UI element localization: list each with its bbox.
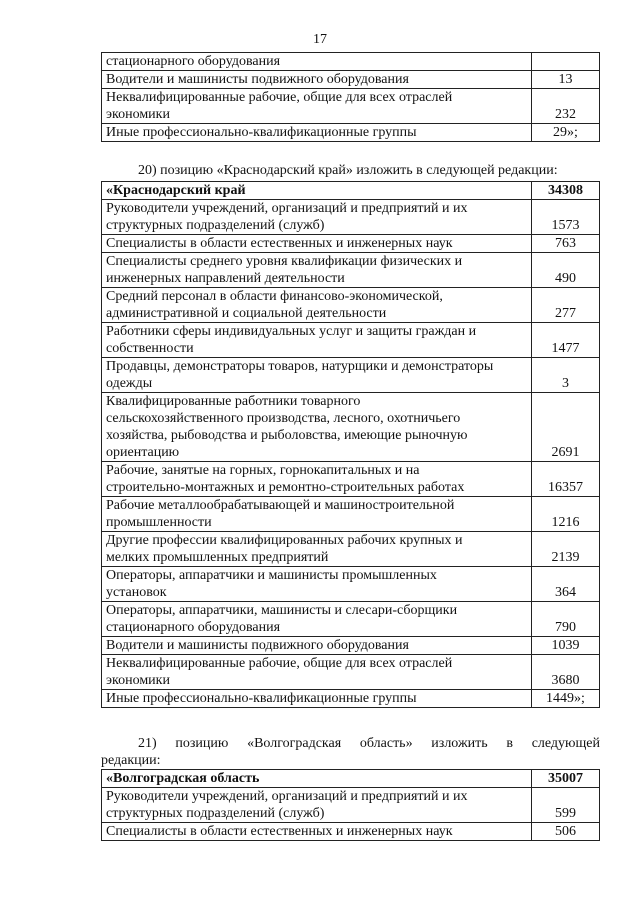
occupation-label-text: Операторы, аппаратчики и машинисты промышленных установок	[106, 568, 437, 600]
occupation-value: 1449»;	[532, 690, 600, 708]
occupation-value: 1573	[532, 200, 600, 235]
occupation-label	[102, 637, 532, 655]
occupation-label	[102, 53, 532, 71]
table-row	[102, 788, 600, 823]
occupation-value: 506	[532, 823, 600, 841]
region-name: «Волгоградская область	[102, 770, 532, 788]
occupation-label	[102, 393, 532, 462]
occupation-value: 2139	[532, 532, 600, 567]
occupation-label-text: Руководители учреждений, организаций и предприятий и их структурных подразделений (служб)	[106, 789, 468, 821]
occupation-label	[102, 655, 532, 690]
occupation-label	[102, 497, 532, 532]
page-number: 17	[313, 32, 327, 47]
occupation-label	[102, 89, 532, 124]
table-row	[102, 124, 600, 142]
occupation-label	[102, 567, 532, 602]
table-row	[102, 532, 600, 567]
occupation-label-text: Неквалифицированные рабочие, общие для всех отраслей экономики	[106, 656, 453, 688]
occupation-label-text: Квалифицированные работники товарного сельскохозяйственного производства, лесного, охотничьего хозяйства, рыбоводства и рыболовства, имеющие рыночную ориентацию	[106, 394, 468, 460]
occupation-value: 16357	[532, 462, 600, 497]
table-row	[102, 235, 600, 253]
table-header-row	[102, 182, 600, 200]
occupation-label	[102, 124, 532, 142]
table-row	[102, 200, 600, 235]
occupation-label-text: Специалисты в области естественных и инженерных наук	[106, 236, 453, 251]
occupation-label-text: Рабочие металлообрабатывающей и машиностроительной промышленности	[106, 498, 455, 530]
occupation-label	[102, 462, 532, 497]
table-row	[102, 462, 600, 497]
occupation-label	[102, 602, 532, 637]
occupation-label	[102, 253, 532, 288]
occupation-label	[102, 200, 532, 235]
occupation-label-text: Специалисты среднего уровня квалификации физических и инженерных направлений деятельности	[106, 254, 463, 286]
occupation-value: 232	[532, 89, 600, 124]
region-name: «Краснодарский край	[102, 182, 532, 200]
occupation-label-text: Операторы, аппаратчики, машинисты и слесари-сборщики стационарного оборудования	[106, 603, 458, 635]
table-krasnodar	[101, 181, 600, 708]
occupation-value: 763	[532, 235, 600, 253]
table-row	[102, 602, 600, 637]
region-total: 34308	[532, 182, 600, 200]
table-row	[102, 288, 600, 323]
occupation-label-text: Другие профессии квалифицированных рабочих крупных и мелких промышленных предприятий	[106, 533, 463, 565]
occupation-value: 2691	[532, 393, 600, 462]
table-row	[102, 71, 600, 89]
table-row	[102, 253, 600, 288]
occupation-label	[102, 323, 532, 358]
table-row	[102, 393, 600, 462]
occupation-label	[102, 532, 532, 567]
table-row	[102, 53, 600, 71]
occupation-label-text: Иные профессионально-квалификационные группы	[106, 125, 417, 140]
table-row	[102, 497, 600, 532]
table-row	[102, 823, 600, 841]
table-row	[102, 323, 600, 358]
occupation-label-text: Руководители учреждений, организаций и предприятий и их структурных подразделений (служб)	[106, 201, 468, 233]
occupation-label	[102, 288, 532, 323]
occupation-value: 1039	[532, 637, 600, 655]
table-row	[102, 567, 600, 602]
occupation-label-text: стационарного оборудования	[106, 54, 281, 69]
occupation-value: 29»;	[532, 124, 600, 142]
occupation-value: 490	[532, 253, 600, 288]
occupation-value: 790	[532, 602, 600, 637]
item-21-text: 21) позицию «Волгоградская область» изложить в следующей	[138, 736, 600, 751]
occupation-value: 364	[532, 567, 600, 602]
item-21-text-continued: редакции:	[101, 753, 161, 768]
occupation-label-text: Неквалифицированные рабочие, общие для всех отраслей экономики	[106, 90, 453, 122]
occupation-value: 277	[532, 288, 600, 323]
occupation-value: 599	[532, 788, 600, 823]
occupation-label-text: Водители и машинисты подвижного оборудования	[106, 638, 409, 653]
table-row	[102, 358, 600, 393]
occupation-label-text: Специалисты в области естественных и инженерных наук	[106, 824, 453, 839]
occupation-value	[532, 53, 600, 71]
item-20-text: 20) позицию «Краснодарский край» изложить в следующей редакции:	[138, 163, 558, 178]
occupation-value: 3680	[532, 655, 600, 690]
occupation-label-text: Средний персонал в области финансово-экономической, административной и социальной деятельности	[106, 289, 443, 321]
table-row	[102, 89, 600, 124]
occupation-label-text: Продавцы, демонстраторы товаров, натурщики и демонстраторы одежды	[106, 359, 494, 391]
table-header-row	[102, 770, 600, 788]
table-volgograd	[101, 769, 600, 841]
table-row	[102, 690, 600, 708]
occupation-label	[102, 788, 532, 823]
occupation-label-text: Работники сферы индивидуальных услуг и защиты граждан и собственности	[106, 324, 477, 356]
occupation-value: 1216	[532, 497, 600, 532]
region-total: 35007	[532, 770, 600, 788]
table-previous-region	[101, 52, 600, 142]
occupation-value: 1477	[532, 323, 600, 358]
table-row	[102, 637, 600, 655]
occupation-label-text: Иные профессионально-квалификационные группы	[106, 691, 417, 706]
occupation-label	[102, 71, 532, 89]
table-row	[102, 655, 600, 690]
occupation-label	[102, 823, 532, 841]
occupation-label-text: Рабочие, занятые на горных, горнокапитальных и на строительно-монтажных и ремонтно-строительных работах	[106, 463, 465, 495]
occupation-value: 13	[532, 71, 600, 89]
occupation-label	[102, 235, 532, 253]
occupation-label	[102, 358, 532, 393]
occupation-value: 3	[532, 358, 600, 393]
occupation-label	[102, 690, 532, 708]
occupation-label-text: Водители и машинисты подвижного оборудования	[106, 72, 409, 87]
